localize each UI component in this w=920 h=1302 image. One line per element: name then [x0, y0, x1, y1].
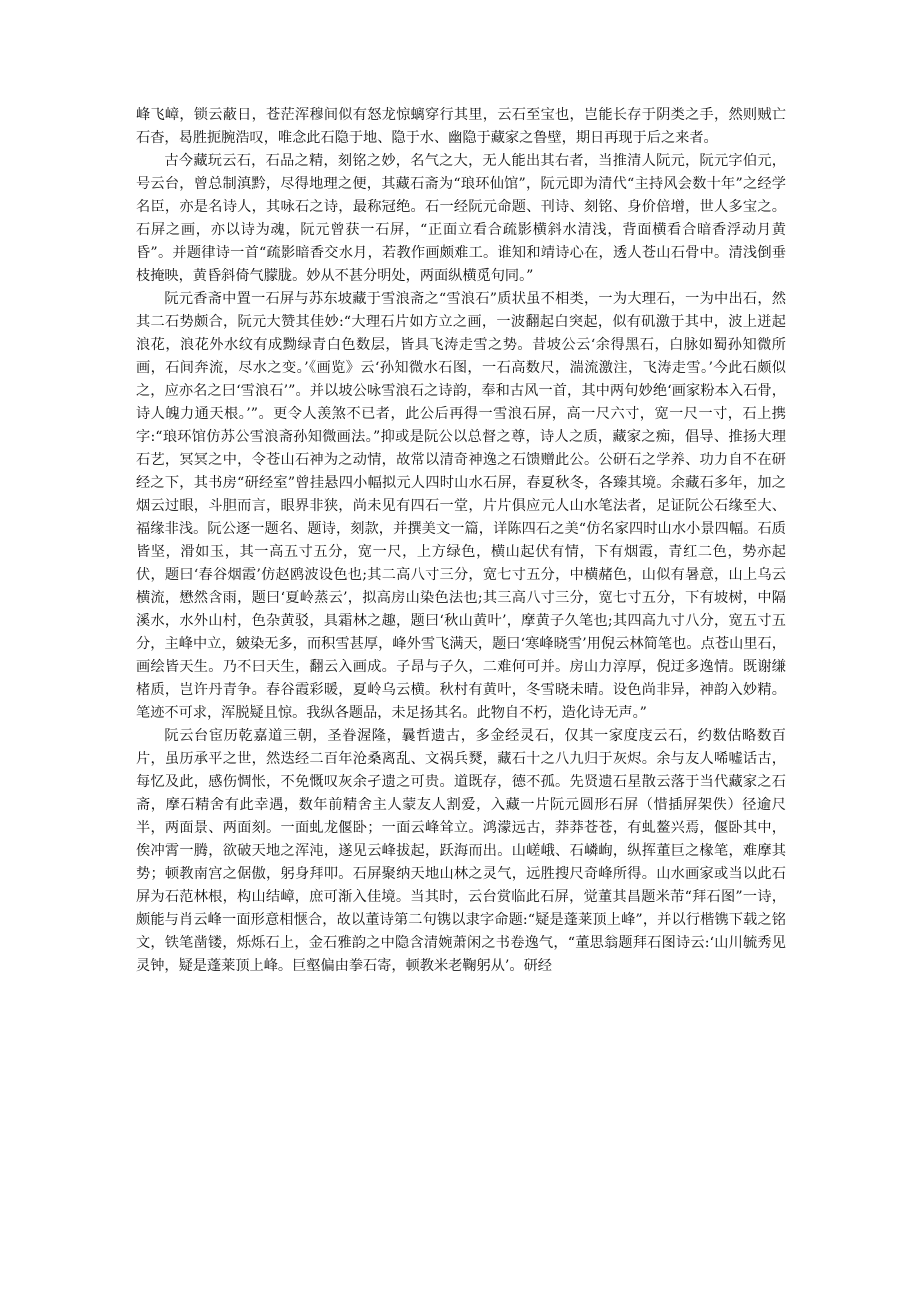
paragraph-3: 阮元香斋中置一石屏与苏东坡藏于雪浪斋之“雪浪石”质状虽不相类，一为大理石，一为中出石，然其二石势颇合，阮元大赞其佳妙:“大理石片如方立之画，一波翻起白突起，似有矶激于其中，波上迸起浪花，浪花外水纹有成黝绿青白色数层，皆具飞涛走雪之势。昔坡公云‘余得黑石，白脉如蜀孙知微所画，石间奔流，尽水之变。’《画览》云‘孙知微水石图，一石高数尺，湍流激注，飞涛走雪。’今此石颇似之，应亦名之曰‘雪浪石’”。并以坡公咏雪浪石之诗韵，奉和古风一首，其中两句妙绝‘画家粉本入石骨，诗人魄力通天根。’”。更令人羡煞不已者，此公后再得一雪浪石屏，高一尺六寸，宽一尺一寸，石上携字:“琅环馆仿苏公雪浪斋孙知微画法。”抑或是阮公以总督之尊，诗人之质，藏家之痴，倡导、推扬大理石艺，冥冥之中，令苍山石神为之动情，故常以清奇神逸之石馈赠此公。公研石之学养、功力自不在研经之下，其书房“研经室”曾挂悬四小幅拟元人四时山水石屏，春夏秋冬，各臻其境。余藏石多年，加之烟云过眼，斗胆而言，眼界非狭，尚未见有四石一堂，片片俱应元人山水笔法者，足证阮公石缘至大、福缘非浅。阮公逐一题名、题诗，刻款，并撰美文一篇，详陈四石之美“仿名家四时山水小景四幅。石质皆坚，滑如玉，其一高五寸五分，宽一尺，上方绿色，横山起伏有情，下有烟霞，青红二色，势亦起伏，题曰‘春谷烟霞’仿赵鸥波设色也;其二高八寸三分，宽七寸五分，中横赭色，山似有暑意，山上乌云横流，懋然含雨，题曰‘夏岭蒸云’，拟高房山染色法也;其三高八寸三分，宽七寸五分，下有坡树，中隔溪水，水外山村，色杂黄驳，具霜林之趣，题曰‘秋山黄叶’，摩黄子久笔也;其四高九寸八分，宽五寸五分，主峰中立，皴染无多，而积雪甚厚，峰外雪飞满天，题曰‘寒峰晓雪’用倪云林简笔也。点苍山里石，画绘皆天生。乃不曰天生，翻云入画成。子昂与子久，二难何可并。房山力淳厚，倪迂多逸情。既谢缣楮质，岂许丹青争。春谷霞彩暖，夏岭乌云横。秋村有黄叶，冬雪晓未晴。设色尚非异，神韵入妙精。笔迹不可求，浑脱疑且惊。我纵各题品，未足扬其名。此物自不朽，造化诗无声。” [136, 291, 786, 721]
paragraph-1: 峰飞嶂，锁云蔽日，苍茫浑穆间似有怒龙惊螭穿行其里，云石至宝也，岂能长存于阴类之手，然则贼亡石杳，曷胜扼腕浩叹，唯念此石隐于地、隐于水、幽隐于藏家之鲁壁，期日再现于后之来者。 [136, 107, 786, 146]
paragraph-4: 阮云台宦历乾嘉道三朝，圣眷渥隆，曩哲遗古，多金经灵石，仅其一家度庋云石，约数估略数百片，虽历承平之世，然迭经二百年沧桑离乱、文祸兵燹，藏石十之八九归于灰烬。余与友人唏嘘话古，每忆及此，感伤惆怅，不免慨叹灰余孑遗之可贵。道既存，德不孤。先贤遗石星散云落于当代藏家之石斋，摩石精舍有此幸遇，数年前精舍主人蒙友人割爱，入藏一片阮元圆形石屏（惜插屏架佚）径逾尺半，两面景、两面刻。一面虬龙偃卧；一面云峰耸立。鸿濛远古，莽莽苍苍，有虬鳌兴焉，偃卧其中，俟冲霄一腾，欲破天地之浑沌，遂见云峰拔起，跃海而出。山嵯峨、石嶙峋，纵挥董巨之椽笔，难摩其势；顿教南宫之倨傲，躬身拜叩。石屏聚纳天地山林之灵气，远胜搜尺奇峰所得。山水画家或当以此石屏为石范林根，构山结嶂，庶可渐入佳境。当其时，云台赏临此石屏，觉董其昌题米芾“拜石图”一诗，颇能与肖云峰一面形意相惬合，故以董诗第二句镌以隶字命题:“疑是蓬莱顶上峰”，并以行楷镌下载之铭文，铁笔凿镂，烁烁石上，金石雅韵之中隐含清婉萧闲之书卷逸气，“董思翁题拜石图诗云:‘山川毓秀见灵钟，疑是蓬莱顶上峰。巨壑偏由拳石寄，顿教米老鞠躬从’。研经 [136, 728, 786, 974]
paragraph-2: 古今藏玩云石，石品之精，刻铭之妙，名气之大，无人能出其右者，当推清人阮元，阮元字伯元，号云台，曾总制滇黔，尽得地理之便，其藏石斋为“琅环仙馆”，阮元即为清代“主持风会数十年”之经学名臣，亦是名诗人，其咏石之诗，最称冠绝。石一经阮元命题、刊诗、刻铭、身价倍增，世人多宝之。石屏之画，亦以诗为魂，阮元曾获一石屏，“正面立看合疏影横斜水清浅，背面横看合暗香浮动月黄昏”。并题律诗一首“疏影暗香交水月，若教作画颇难工。谁知和靖诗心在，透人苍山石骨中。清浅倒垂枝掩映，黄昏斜倚气朦胧。妙从不甚分明处，两面纵横觅句同。” [136, 153, 786, 284]
document-body [136, 104, 786, 978]
